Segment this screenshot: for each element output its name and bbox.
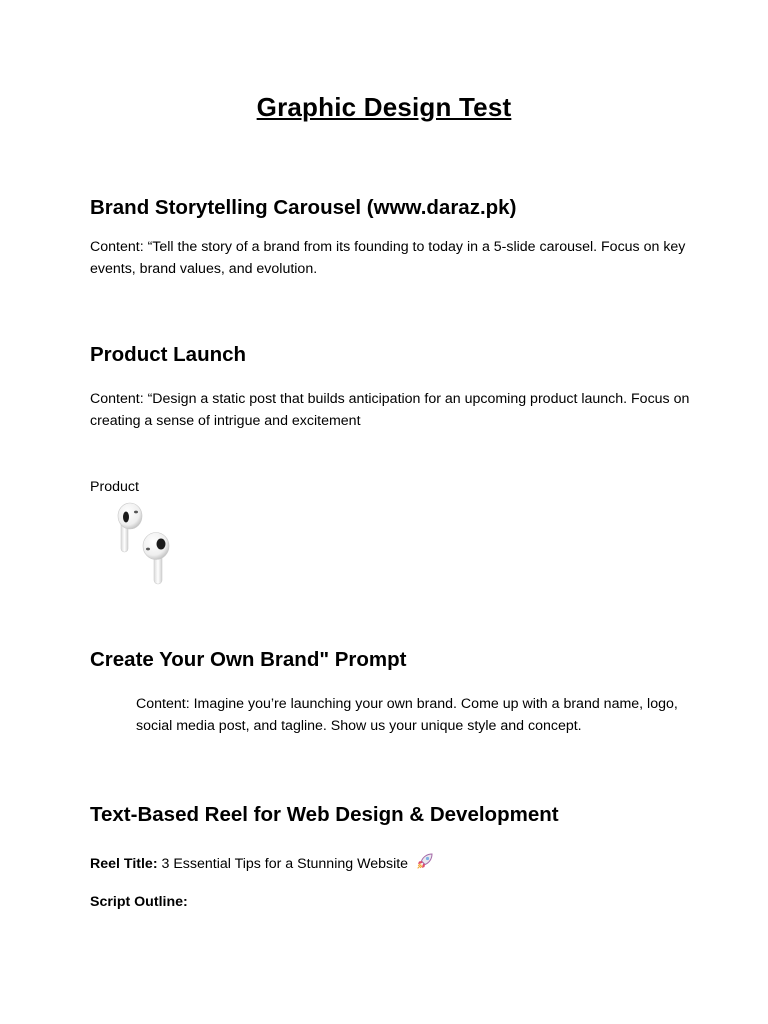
section-content-product-launch: Content: “Design a static post that builds anticipation for an upcoming product launch. Focus on creating a sense of intrigue and excitement [90, 391, 690, 429]
section-heading-text-reel: Text-Based Reel for Web Design & Development [90, 803, 559, 826]
earbuds-icon [108, 500, 200, 590]
product-label: Product [90, 479, 139, 495]
page-title: Graphic Design Test [256, 92, 512, 122]
section-heading-product-launch: Product Launch [90, 343, 247, 366]
reel-title-label: Reel Title: [90, 856, 158, 872]
section-heading-brand-storytelling: Brand Storytelling Carousel (www.daraz.pk) [90, 196, 517, 219]
section-heading-create-brand: Create Your Own Brand" Prompt [90, 648, 407, 671]
script-outline-label: Script Outline: [90, 894, 188, 910]
reel-title-line [90, 852, 690, 877]
section-content-brand-storytelling: Content: “Tell the story of a brand from its founding to today in a 5-slide carousel. Focus on key events, brand values, and evolution. [90, 239, 686, 277]
reel-title-value: 3 Essential Tips for a Stunning Website [157, 856, 409, 872]
section-content-create-brand: Content: Imagine you’re launching your own brand. Come up with a brand name, logo, social media post, and tagline. Show us your unique style and concept. [136, 696, 678, 734]
rocket-icon [416, 852, 434, 877]
